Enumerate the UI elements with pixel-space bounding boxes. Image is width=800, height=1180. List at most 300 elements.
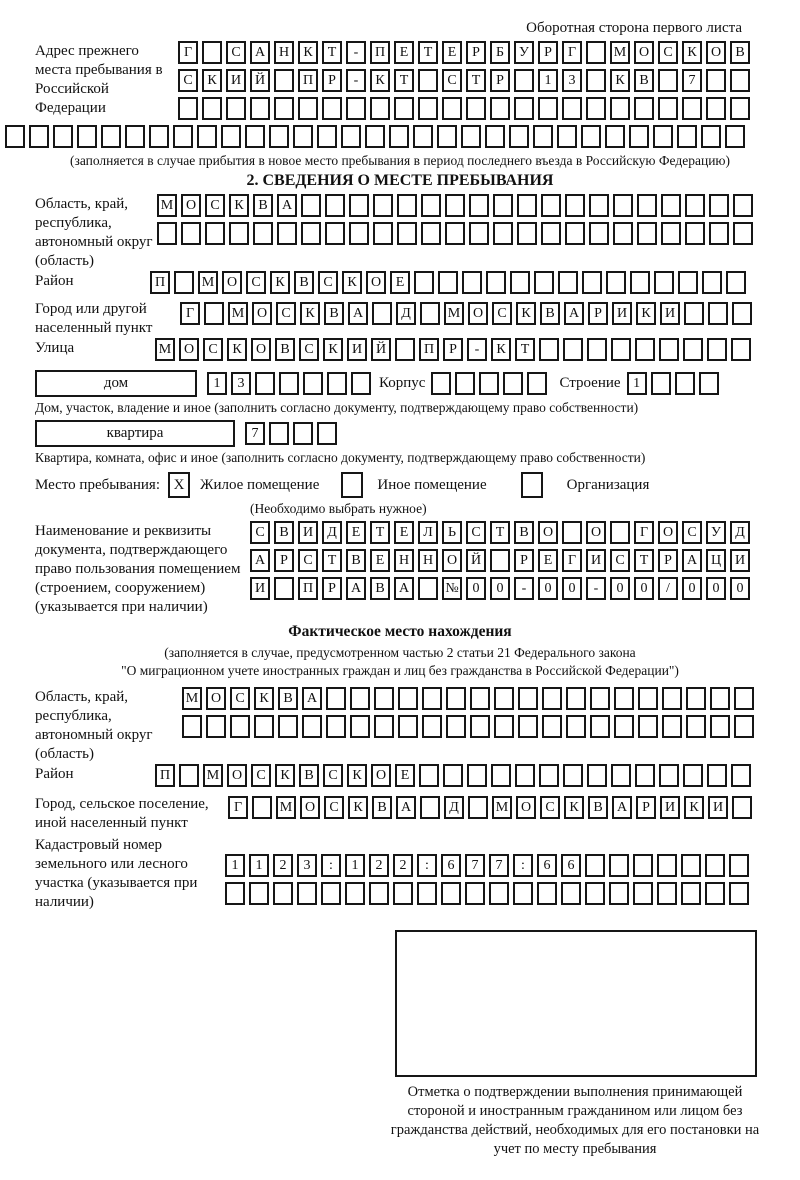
char-cell[interactable]: [413, 125, 433, 148]
char-cell[interactable]: [274, 577, 294, 600]
char-cell[interactable]: :: [321, 854, 341, 877]
char-cell[interactable]: С: [205, 194, 225, 217]
char-cell[interactable]: [322, 97, 342, 120]
char-cell[interactable]: [250, 97, 270, 120]
char-cell[interactable]: [561, 882, 581, 905]
char-cell[interactable]: [651, 372, 671, 395]
kvartira-box[interactable]: квартира: [35, 420, 235, 447]
char-cell[interactable]: [539, 764, 559, 787]
char-cell[interactable]: [708, 302, 728, 325]
char-cell[interactable]: 2: [369, 854, 389, 877]
char-cell[interactable]: [414, 271, 434, 294]
char-cell[interactable]: [586, 41, 606, 64]
char-cell[interactable]: [706, 69, 726, 92]
char-cell[interactable]: [638, 687, 658, 710]
char-cell[interactable]: О: [251, 338, 271, 361]
char-cell[interactable]: К: [348, 796, 368, 819]
char-cell[interactable]: [421, 222, 441, 245]
char-cell[interactable]: [181, 222, 201, 245]
char-cell[interactable]: Г: [562, 41, 582, 64]
char-cell[interactable]: [365, 125, 385, 148]
char-cell[interactable]: [709, 194, 729, 217]
char-cell[interactable]: М: [203, 764, 223, 787]
char-cell[interactable]: В: [372, 796, 392, 819]
char-cell[interactable]: Р: [322, 69, 342, 92]
char-cell[interactable]: [586, 97, 606, 120]
char-cell[interactable]: [205, 222, 225, 245]
char-cell[interactable]: [661, 194, 681, 217]
char-cell[interactable]: [725, 125, 745, 148]
char-cell[interactable]: Л: [418, 521, 438, 544]
char-cell[interactable]: Р: [538, 41, 558, 64]
char-cell[interactable]: [437, 125, 457, 148]
char-cell[interactable]: Е: [390, 271, 410, 294]
char-cell[interactable]: [182, 715, 202, 738]
char-cell[interactable]: [230, 715, 250, 738]
char-cell[interactable]: [518, 687, 538, 710]
char-cell[interactable]: О: [538, 521, 558, 544]
char-cell[interactable]: [302, 715, 322, 738]
char-cell[interactable]: [493, 222, 513, 245]
char-cell[interactable]: [678, 271, 698, 294]
char-cell[interactable]: 1: [538, 69, 558, 92]
char-cell[interactable]: С: [466, 521, 486, 544]
char-cell[interactable]: 0: [706, 577, 726, 600]
char-cell[interactable]: 0: [634, 577, 654, 600]
char-cell[interactable]: Д: [322, 521, 342, 544]
char-cell[interactable]: [490, 97, 510, 120]
char-cell[interactable]: Й: [466, 549, 486, 572]
char-cell[interactable]: [326, 715, 346, 738]
char-cell[interactable]: С: [203, 338, 223, 361]
char-cell[interactable]: О: [181, 194, 201, 217]
char-cell[interactable]: Е: [394, 521, 414, 544]
char-cell[interactable]: С: [276, 302, 296, 325]
char-cell[interactable]: [446, 687, 466, 710]
char-cell[interactable]: У: [706, 521, 726, 544]
char-cell[interactable]: [518, 715, 538, 738]
char-cell[interactable]: [562, 521, 582, 544]
char-cell[interactable]: С: [230, 687, 250, 710]
char-cell[interactable]: [317, 422, 337, 445]
char-cell[interactable]: П: [150, 271, 170, 294]
char-cell[interactable]: [341, 125, 361, 148]
char-cell[interactable]: [662, 687, 682, 710]
char-cell[interactable]: Т: [466, 69, 486, 92]
char-cell[interactable]: [274, 97, 294, 120]
char-cell[interactable]: [675, 372, 695, 395]
char-cell[interactable]: Р: [322, 577, 342, 600]
char-cell[interactable]: [542, 715, 562, 738]
char-cell[interactable]: [613, 194, 633, 217]
char-cell[interactable]: [699, 372, 719, 395]
char-cell[interactable]: [729, 854, 749, 877]
char-cell[interactable]: М: [198, 271, 218, 294]
char-cell[interactable]: В: [370, 577, 390, 600]
char-cell[interactable]: К: [227, 338, 247, 361]
char-cell[interactable]: [726, 271, 746, 294]
char-cell[interactable]: 6: [537, 854, 557, 877]
char-cell[interactable]: В: [730, 41, 750, 64]
char-cell[interactable]: О: [222, 271, 242, 294]
char-cell[interactable]: Ь: [442, 521, 462, 544]
char-cell[interactable]: 3: [297, 854, 317, 877]
char-cell[interactable]: К: [684, 796, 704, 819]
char-cell[interactable]: [517, 194, 537, 217]
char-cell[interactable]: [683, 338, 703, 361]
char-cell[interactable]: Е: [442, 41, 462, 64]
char-cell[interactable]: [729, 882, 749, 905]
char-cell[interactable]: Г: [228, 796, 248, 819]
char-cell[interactable]: [443, 764, 463, 787]
char-cell[interactable]: Н: [274, 41, 294, 64]
char-cell[interactable]: [420, 302, 440, 325]
char-cell[interactable]: [681, 882, 701, 905]
char-cell[interactable]: Т: [515, 338, 535, 361]
char-cell[interactable]: [197, 125, 217, 148]
char-cell[interactable]: [479, 372, 499, 395]
char-cell[interactable]: С: [318, 271, 338, 294]
char-cell[interactable]: [303, 372, 323, 395]
char-cell[interactable]: [254, 715, 274, 738]
char-cell[interactable]: [635, 338, 655, 361]
char-cell[interactable]: И: [250, 577, 270, 600]
char-cell[interactable]: [630, 271, 650, 294]
char-cell[interactable]: 0: [466, 577, 486, 600]
char-cell[interactable]: [417, 882, 437, 905]
checkbox-zhiloe[interactable]: X: [168, 472, 190, 498]
char-cell[interactable]: [629, 125, 649, 148]
char-cell[interactable]: М: [444, 302, 464, 325]
char-cell[interactable]: П: [298, 577, 318, 600]
char-cell[interactable]: [705, 882, 725, 905]
char-cell[interactable]: [587, 764, 607, 787]
char-cell[interactable]: [489, 882, 509, 905]
char-cell[interactable]: [589, 222, 609, 245]
char-cell[interactable]: [654, 271, 674, 294]
char-cell[interactable]: [298, 97, 318, 120]
char-cell[interactable]: О: [366, 271, 386, 294]
char-cell[interactable]: М: [228, 302, 248, 325]
char-cell[interactable]: [510, 271, 530, 294]
char-cell[interactable]: [633, 854, 653, 877]
char-cell[interactable]: [657, 882, 677, 905]
char-cell[interactable]: [370, 97, 390, 120]
char-cell[interactable]: Д: [396, 302, 416, 325]
char-cell[interactable]: [657, 854, 677, 877]
char-cell[interactable]: [5, 125, 25, 148]
char-cell[interactable]: [274, 69, 294, 92]
char-cell[interactable]: Е: [395, 764, 415, 787]
char-cell[interactable]: М: [610, 41, 630, 64]
char-cell[interactable]: [589, 194, 609, 217]
char-cell[interactable]: В: [634, 69, 654, 92]
char-cell[interactable]: Т: [418, 41, 438, 64]
char-cell[interactable]: К: [275, 764, 295, 787]
char-cell[interactable]: В: [294, 271, 314, 294]
char-cell[interactable]: [538, 97, 558, 120]
char-cell[interactable]: [565, 222, 585, 245]
char-cell[interactable]: М: [157, 194, 177, 217]
char-cell[interactable]: [157, 222, 177, 245]
char-cell[interactable]: [658, 69, 678, 92]
char-cell[interactable]: [389, 125, 409, 148]
char-cell[interactable]: [422, 687, 442, 710]
char-cell[interactable]: В: [346, 549, 366, 572]
char-cell[interactable]: [590, 715, 610, 738]
char-cell[interactable]: [734, 715, 754, 738]
char-cell[interactable]: В: [540, 302, 560, 325]
char-cell[interactable]: [277, 222, 297, 245]
char-cell[interactable]: [493, 194, 513, 217]
char-cell[interactable]: Т: [490, 521, 510, 544]
char-cell[interactable]: [229, 222, 249, 245]
char-cell[interactable]: [732, 796, 752, 819]
char-cell[interactable]: [149, 125, 169, 148]
char-cell[interactable]: [486, 271, 506, 294]
char-cell[interactable]: [661, 222, 681, 245]
char-cell[interactable]: И: [730, 549, 750, 572]
char-cell[interactable]: Р: [588, 302, 608, 325]
char-cell[interactable]: [372, 302, 392, 325]
char-cell[interactable]: [418, 577, 438, 600]
char-cell[interactable]: 0: [562, 577, 582, 600]
char-cell[interactable]: [255, 372, 275, 395]
char-cell[interactable]: С: [492, 302, 512, 325]
char-cell[interactable]: [204, 302, 224, 325]
char-cell[interactable]: 3: [231, 372, 251, 395]
char-cell[interactable]: [565, 194, 585, 217]
char-cell[interactable]: О: [468, 302, 488, 325]
char-cell[interactable]: -: [467, 338, 487, 361]
char-cell[interactable]: [462, 271, 482, 294]
char-cell[interactable]: М: [492, 796, 512, 819]
char-cell[interactable]: В: [274, 521, 294, 544]
char-cell[interactable]: А: [250, 549, 270, 572]
char-cell[interactable]: [317, 125, 337, 148]
char-cell[interactable]: А: [612, 796, 632, 819]
char-cell[interactable]: [730, 97, 750, 120]
char-cell[interactable]: Р: [658, 549, 678, 572]
char-cell[interactable]: А: [277, 194, 297, 217]
char-cell[interactable]: [527, 372, 547, 395]
char-cell[interactable]: [346, 97, 366, 120]
char-cell[interactable]: Т: [394, 69, 414, 92]
char-cell[interactable]: [398, 715, 418, 738]
char-cell[interactable]: [293, 125, 313, 148]
char-cell[interactable]: К: [370, 69, 390, 92]
char-cell[interactable]: [610, 97, 630, 120]
char-cell[interactable]: О: [442, 549, 462, 572]
char-cell[interactable]: О: [706, 41, 726, 64]
char-cell[interactable]: Т: [634, 549, 654, 572]
char-cell[interactable]: [226, 97, 246, 120]
char-cell[interactable]: [731, 338, 751, 361]
char-cell[interactable]: [494, 687, 514, 710]
char-cell[interactable]: [491, 764, 511, 787]
char-cell[interactable]: К: [682, 41, 702, 64]
char-cell[interactable]: [685, 194, 705, 217]
char-cell[interactable]: А: [396, 796, 416, 819]
char-cell[interactable]: [653, 125, 673, 148]
char-cell[interactable]: [466, 97, 486, 120]
char-cell[interactable]: К: [610, 69, 630, 92]
char-cell[interactable]: [614, 687, 634, 710]
char-cell[interactable]: Е: [370, 549, 390, 572]
char-cell[interactable]: Т: [322, 41, 342, 64]
char-cell[interactable]: К: [491, 338, 511, 361]
char-cell[interactable]: О: [371, 764, 391, 787]
char-cell[interactable]: Г: [562, 549, 582, 572]
char-cell[interactable]: С: [442, 69, 462, 92]
char-cell[interactable]: 1: [207, 372, 227, 395]
char-cell[interactable]: 6: [441, 854, 461, 877]
char-cell[interactable]: [420, 796, 440, 819]
char-cell[interactable]: [373, 222, 393, 245]
char-cell[interactable]: К: [298, 41, 318, 64]
char-cell[interactable]: [350, 715, 370, 738]
char-cell[interactable]: К: [342, 271, 362, 294]
char-cell[interactable]: К: [270, 271, 290, 294]
char-cell[interactable]: И: [347, 338, 367, 361]
char-cell[interactable]: 2: [393, 854, 413, 877]
char-cell[interactable]: Р: [514, 549, 534, 572]
char-cell[interactable]: А: [346, 577, 366, 600]
char-cell[interactable]: К: [254, 687, 274, 710]
char-cell[interactable]: К: [229, 194, 249, 217]
char-cell[interactable]: Й: [250, 69, 270, 92]
char-cell[interactable]: [418, 69, 438, 92]
char-cell[interactable]: Р: [443, 338, 463, 361]
char-cell[interactable]: [206, 715, 226, 738]
char-cell[interactable]: 1: [345, 854, 365, 877]
char-cell[interactable]: [345, 882, 365, 905]
char-cell[interactable]: [582, 271, 602, 294]
char-cell[interactable]: [393, 882, 413, 905]
char-cell[interactable]: П: [155, 764, 175, 787]
char-cell[interactable]: [321, 882, 341, 905]
char-cell[interactable]: К: [564, 796, 584, 819]
char-cell[interactable]: [350, 687, 370, 710]
char-cell[interactable]: [369, 882, 389, 905]
char-cell[interactable]: [659, 338, 679, 361]
char-cell[interactable]: [684, 302, 704, 325]
char-cell[interactable]: И: [298, 521, 318, 544]
char-cell[interactable]: -: [586, 577, 606, 600]
char-cell[interactable]: Р: [466, 41, 486, 64]
char-cell[interactable]: С: [610, 549, 630, 572]
char-cell[interactable]: 7: [682, 69, 702, 92]
char-cell[interactable]: 1: [627, 372, 647, 395]
char-cell[interactable]: [605, 125, 625, 148]
char-cell[interactable]: [293, 422, 313, 445]
dom-box[interactable]: дом: [35, 370, 197, 397]
char-cell[interactable]: [705, 854, 725, 877]
char-cell[interactable]: [709, 222, 729, 245]
char-cell[interactable]: Р: [636, 796, 656, 819]
char-cell[interactable]: [701, 125, 721, 148]
char-cell[interactable]: [541, 222, 561, 245]
char-cell[interactable]: Р: [490, 69, 510, 92]
char-cell[interactable]: С: [682, 521, 702, 544]
char-cell[interactable]: [732, 302, 752, 325]
char-cell[interactable]: В: [514, 521, 534, 544]
char-cell[interactable]: [503, 372, 523, 395]
char-cell[interactable]: [677, 125, 697, 148]
char-cell[interactable]: [326, 687, 346, 710]
char-cell[interactable]: [374, 715, 394, 738]
char-cell[interactable]: [253, 222, 273, 245]
char-cell[interactable]: [662, 715, 682, 738]
char-cell[interactable]: М: [182, 687, 202, 710]
char-cell[interactable]: [418, 97, 438, 120]
char-cell[interactable]: О: [516, 796, 536, 819]
char-cell[interactable]: 7: [489, 854, 509, 877]
char-cell[interactable]: [301, 222, 321, 245]
char-cell[interactable]: [635, 764, 655, 787]
char-cell[interactable]: [513, 882, 533, 905]
char-cell[interactable]: [686, 715, 706, 738]
char-cell[interactable]: [273, 882, 293, 905]
char-cell[interactable]: [101, 125, 121, 148]
char-cell[interactable]: [178, 97, 198, 120]
char-cell[interactable]: [566, 687, 586, 710]
char-cell[interactable]: [611, 338, 631, 361]
char-cell[interactable]: [469, 194, 489, 217]
char-cell[interactable]: [202, 97, 222, 120]
char-cell[interactable]: [373, 194, 393, 217]
char-cell[interactable]: [455, 372, 475, 395]
char-cell[interactable]: [731, 764, 751, 787]
char-cell[interactable]: С: [658, 41, 678, 64]
char-cell[interactable]: -: [346, 69, 366, 92]
char-cell[interactable]: [681, 854, 701, 877]
char-cell[interactable]: К: [636, 302, 656, 325]
char-cell[interactable]: №: [442, 577, 462, 600]
char-cell[interactable]: [468, 796, 488, 819]
char-cell[interactable]: В: [324, 302, 344, 325]
char-cell[interactable]: С: [323, 764, 343, 787]
char-cell[interactable]: [397, 222, 417, 245]
char-cell[interactable]: [490, 549, 510, 572]
char-cell[interactable]: [581, 125, 601, 148]
char-cell[interactable]: [269, 125, 289, 148]
char-cell[interactable]: [445, 222, 465, 245]
char-cell[interactable]: А: [250, 41, 270, 64]
char-cell[interactable]: Т: [322, 549, 342, 572]
char-cell[interactable]: [349, 222, 369, 245]
char-cell[interactable]: О: [179, 338, 199, 361]
char-cell[interactable]: [245, 125, 265, 148]
char-cell[interactable]: [534, 271, 554, 294]
char-cell[interactable]: [327, 372, 347, 395]
char-cell[interactable]: 0: [490, 577, 510, 600]
char-cell[interactable]: А: [564, 302, 584, 325]
char-cell[interactable]: [442, 97, 462, 120]
char-cell[interactable]: [173, 125, 193, 148]
char-cell[interactable]: С: [298, 549, 318, 572]
char-cell[interactable]: Д: [730, 521, 750, 544]
char-cell[interactable]: [467, 764, 487, 787]
char-cell[interactable]: [279, 372, 299, 395]
char-cell[interactable]: О: [300, 796, 320, 819]
char-cell[interactable]: [614, 715, 634, 738]
char-cell[interactable]: [431, 372, 451, 395]
char-cell[interactable]: Е: [346, 521, 366, 544]
char-cell[interactable]: [637, 194, 657, 217]
char-cell[interactable]: [613, 222, 633, 245]
char-cell[interactable]: [637, 222, 657, 245]
